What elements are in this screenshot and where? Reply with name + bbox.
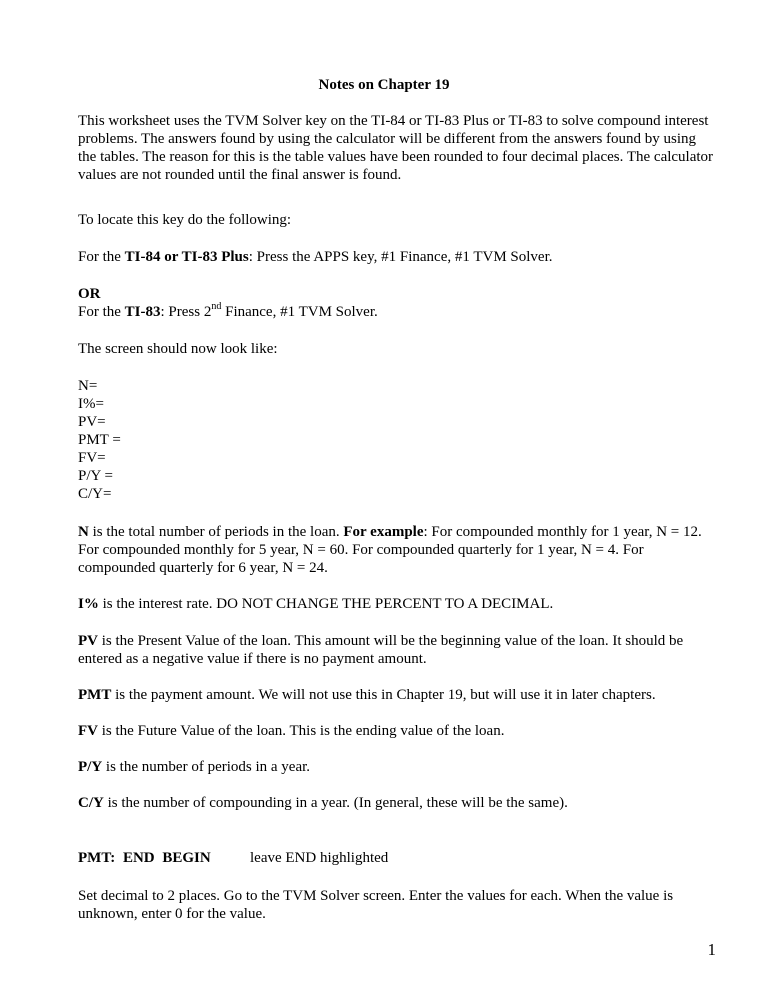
ti83-text-b: Finance, #1 TVM Solver.: [221, 304, 378, 320]
definition-fv-text: is the Future Value of the loan. This is the ending value of the loan.: [98, 723, 505, 739]
ti84-prefix: For the: [78, 249, 125, 265]
final-instruction: Set decimal to 2 places. Go to the TVM Solver screen. Enter the values for each. When the value is unknown, enter 0 for the value.: [78, 888, 674, 922]
ti83-prefix: For the: [78, 304, 125, 320]
definition-n-text-b: : For compounded monthly for 1 year, N = 12. For compounded monthly for 5 year, N = 60. For compounded quarterly for 1 year, N = 4. For compounded quarterly for 6 year, N = 24.: [78, 524, 702, 576]
definition-pmt-text: is the payment amount. We will not use this in Chapter 19, but will use it in later chapters.: [111, 687, 656, 703]
definition-i-text: is the interest rate. DO NOT CHANGE THE PERCENT TO A DECIMAL.: [98, 596, 554, 612]
definition-fv-term: FV: [78, 723, 98, 739]
ti84-model: TI-84 or TI-83 Plus: [124, 249, 249, 265]
ti84-text: : Press the APPS key, #1 Finance, #1 TVM Solver.: [248, 249, 553, 265]
definition-py: [78, 758, 718, 776]
definition-cy: [78, 794, 718, 812]
definition-n: [78, 523, 718, 577]
screen-line-fv: FV=: [78, 450, 106, 466]
ti83-text-a: : Press 2: [160, 304, 212, 320]
document-title: Notes on Chapter 19: [318, 77, 450, 93]
screen-line-n: N=: [78, 378, 98, 394]
definition-fv: [78, 722, 718, 740]
definition-pv-term: PV: [78, 633, 98, 649]
screen-line-pmt: PMT =: [78, 432, 121, 448]
definition-cy-term: C/Y: [78, 795, 104, 811]
definition-py-text: is the number of periods in a year.: [102, 759, 311, 775]
screen-line-i: I%=: [78, 396, 104, 412]
definition-n-text-a: is the total number of periods in the loan.: [88, 524, 344, 540]
definition-pv-text: is the Present Value of the loan. This amount will be the beginning value of the loan. It should be entered as a negative value if there is no payment amount.: [78, 633, 684, 667]
pmt-mode-label: PMT: END BEGIN: [78, 850, 211, 866]
pmt-mode-row: [78, 849, 718, 867]
definition-n-example-label: For example: [343, 524, 424, 540]
intro-paragraph: This worksheet uses the TVM Solver key on the TI-84 or TI-83 Plus or TI-83 to solve compound interest problems. The answers found by using the calculator will be different from the answers found by using the tables. The reason for this is the table values have been rounded to four decimal places. The calculator values are not rounded until the final answer is found.: [78, 113, 714, 183]
definition-pv: [78, 632, 718, 668]
screen-line-cy: C/Y=: [78, 486, 112, 502]
page-number: 1: [707, 940, 716, 959]
definition-i: [78, 595, 718, 613]
ti83-superscript: nd: [211, 301, 222, 312]
definition-py-term: P/Y: [78, 759, 103, 775]
ti84-instruction: [78, 248, 718, 266]
or-label: OR: [78, 286, 101, 302]
screen-line-py: P/Y =: [78, 468, 113, 484]
definition-pmt-term: PMT: [78, 687, 112, 703]
definition-pmt: [78, 686, 718, 704]
definition-n-term: N: [78, 524, 89, 540]
definition-i-term: I%: [78, 596, 99, 612]
ti83-instruction: [78, 303, 718, 321]
locate-instruction: To locate this key do the following:: [78, 212, 292, 228]
definition-cy-text: is the number of compounding in a year. (In general, these will be the same).: [103, 795, 568, 811]
ti83-model: TI-83: [124, 304, 161, 320]
screen-line-pv: PV=: [78, 414, 106, 430]
screen-intro: The screen should now look like:: [78, 341, 278, 357]
pmt-mode-note: leave END highlighted: [250, 850, 389, 866]
